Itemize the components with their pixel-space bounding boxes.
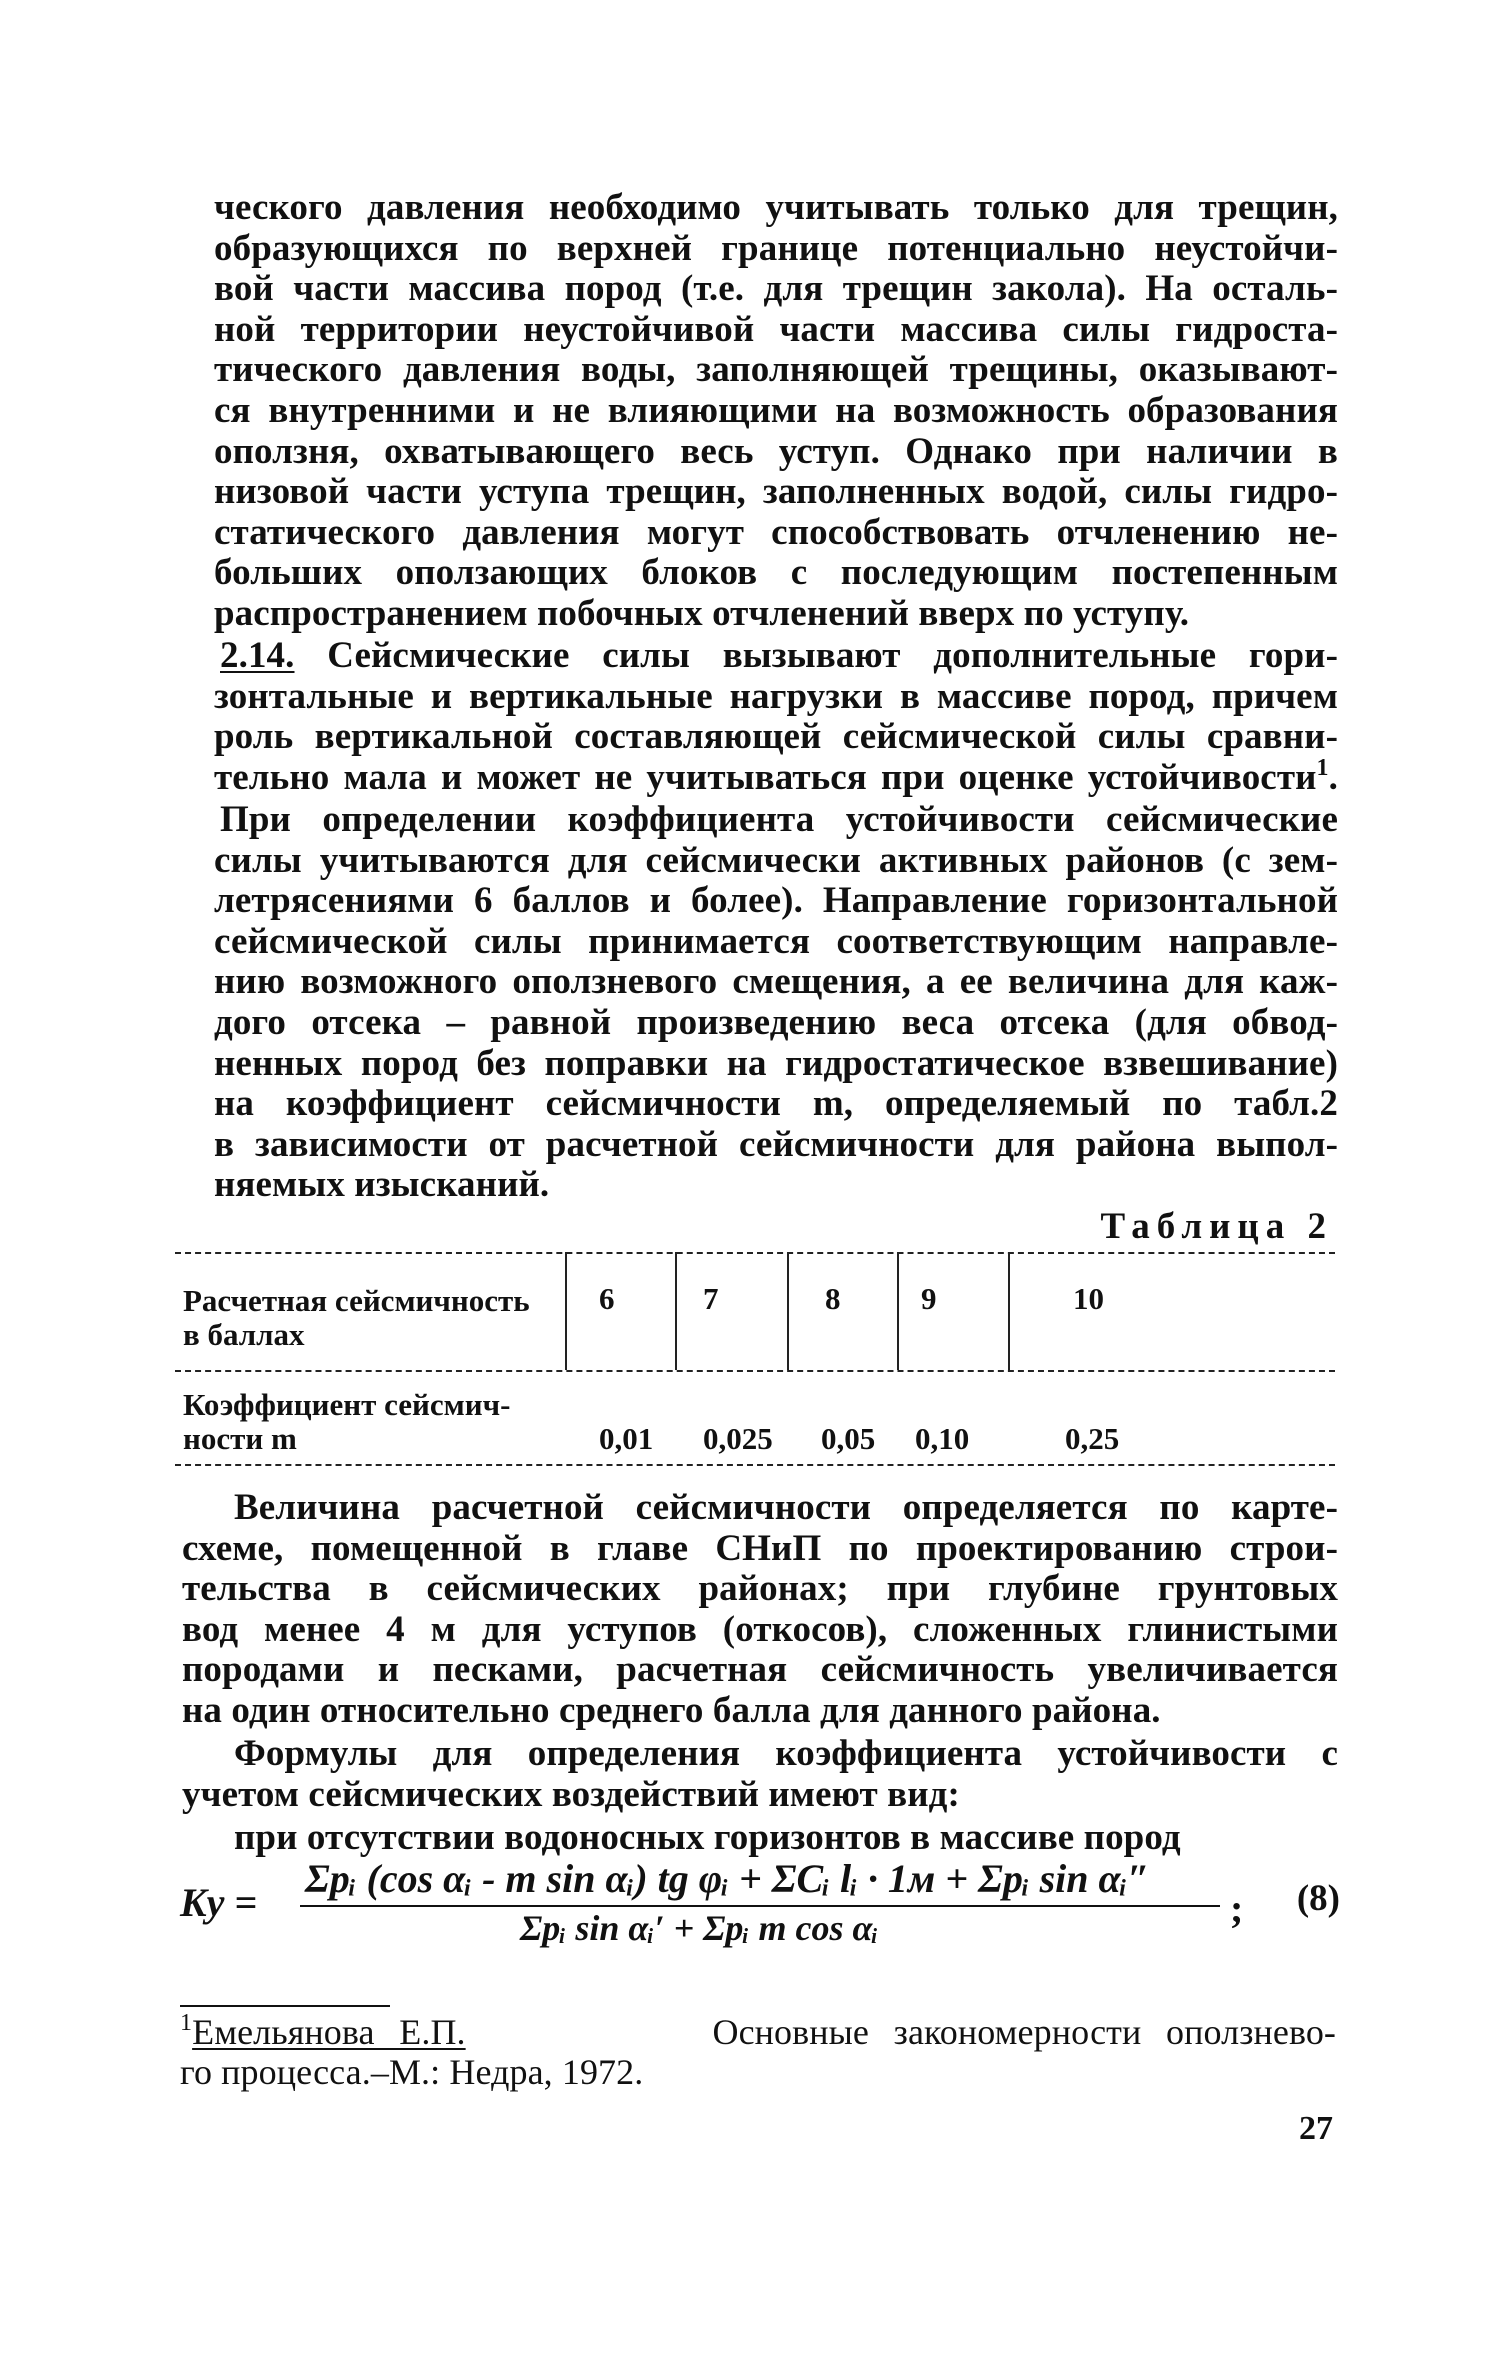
text-line: больших оползающих блоков с последующим постепенным — [214, 552, 1338, 594]
table-rule-mid — [175, 1370, 1335, 1372]
text-line: вод менее 4 м для уступов (откосов), сложенных глинистыми — [182, 1608, 1338, 1650]
table-rule-bottom — [175, 1464, 1335, 1466]
section-2-14 — [214, 636, 1338, 798]
text-line: на один относительно среднего балла для данного района. — [182, 1689, 1161, 1731]
text-line: при отсутствии водоносных горизонтов в массиве пород — [234, 1817, 1181, 1858]
text-line: вой части массива пород (т.е. для трещин закола). На осталь- — [214, 268, 1338, 310]
text-line: низовой части уступа трещин, заполненных водой, силы гидро- — [214, 471, 1338, 513]
table-label-line: ности m — [183, 1421, 297, 1456]
text-line: на коэффициент сейсмичности m, определяемый по табл.2 — [214, 1083, 1338, 1125]
formula-numerator: Σpᵢ (cos αᵢ - m sin αᵢ) tg φᵢ + ΣCᵢ lᵢ · 1м + Σpᵢ sin αᵢ″ — [305, 1856, 1150, 1901]
text-fragment: Сейсмические силы вызывают дополнительные гори- — [327, 635, 1338, 676]
table-row-label — [183, 1284, 530, 1352]
text-line: дого отсека – равной произведению веса отсека (для обвод- — [214, 1001, 1338, 1043]
text-line — [214, 636, 1338, 677]
text-line: ной территории неустойчивой части массива силы гидроста- — [214, 308, 1338, 350]
formula-denominator: Σpᵢ sin αᵢ′ + Σpᵢ m cos αᵢ — [520, 1908, 879, 1948]
table-cell: 7 — [703, 1281, 719, 1316]
text-line: Формулы для определения коэффициента устойчивости с — [234, 1733, 1338, 1774]
table-col-divider — [897, 1252, 899, 1370]
paragraph-condition — [234, 1818, 1284, 1859]
footnote-rule — [180, 2005, 390, 2007]
footnote-marker: 1 — [180, 2010, 193, 2036]
table-cell: 10 — [1073, 1281, 1104, 1316]
text-line: ся внутренними и не влияющими на возможность образования — [214, 389, 1338, 431]
text-line: зонтальные и вертикальные нагрузки в массиве пород, причем — [214, 675, 1338, 717]
section-number: 2.14. — [220, 635, 295, 676]
text-line: схеме, помещенной в главе СНиП по проектированию строи- — [182, 1527, 1338, 1569]
text-line: При определении коэффициента устойчивости сейсмические — [220, 799, 1338, 840]
text-line: оползня, охватывающего весь уступ. Однако при наличии в — [214, 430, 1338, 472]
table-row-label — [183, 1388, 510, 1456]
table-cell: 0,25 — [1065, 1421, 1120, 1456]
text-line: тельства в сейсмических районах; при глубине грунтовых — [182, 1568, 1338, 1610]
text-line: тического давления воды, заполняющей трещины, оказывают- — [214, 349, 1338, 391]
paragraph-seismic — [214, 800, 1338, 1206]
footnote-author: Емельянова Е.П. — [192, 2012, 466, 2052]
text-line: ческого давления необходимо учитывать только для трещин, — [214, 187, 1338, 228]
table-cell: 6 — [599, 1281, 615, 1316]
formula-lhs: Kу = — [180, 1880, 258, 1925]
text-line: роль вертикальной составляющей сейсмической силы сравни- — [214, 716, 1338, 758]
table-rule-top — [175, 1252, 1335, 1254]
table-cell: 0,025 — [703, 1421, 773, 1456]
text-fragment: Основные закономерности оползнево- — [712, 2012, 1337, 2052]
formula-trail: ; — [1230, 1886, 1244, 1931]
table-col-divider — [675, 1252, 677, 1370]
text-line: породами и песками, расчетная сейсмичность увеличивается — [182, 1649, 1338, 1691]
seismic-table — [175, 1252, 1335, 1482]
formula-number: (8) — [1296, 1878, 1340, 1919]
table-caption: Таблица 2 — [1100, 1206, 1333, 1247]
text-line: ненных пород без поправки на гидростатическое взвешивание) — [214, 1042, 1338, 1084]
text-line: няемых изысканий. — [214, 1164, 550, 1206]
table-col-divider — [787, 1252, 789, 1370]
paragraph-design-seismicity — [182, 1488, 1338, 1732]
text-line: Величина расчетной сейсмичности определяется по карте- — [234, 1487, 1338, 1528]
text-line: образующихся по верхней границе потенциально неустойчи- — [214, 227, 1338, 269]
table-label-line: Расчетная сейсмичность — [183, 1283, 530, 1318]
text-fragment: . — [1328, 756, 1338, 798]
stability-formula — [180, 1855, 1340, 1955]
text-line: силы учитываются для сейсмически активных районов (с зем- — [214, 839, 1338, 881]
text-line: статического давления могут способствовать отчленению не- — [214, 511, 1338, 553]
table-label-line: в баллах — [183, 1317, 305, 1352]
footnote-marker: 1 — [1316, 754, 1329, 781]
text-line: го процесса.–М.: Недра, 1972. — [180, 2052, 644, 2092]
footnote — [180, 2012, 1336, 2092]
table-cell: 0,01 — [599, 1421, 654, 1456]
text-line: сейсмической силы принимается соответствующим направле- — [214, 920, 1338, 962]
table-cell: 0,05 — [821, 1421, 876, 1456]
text-line: нию возможного оползневого смещения, а ее величина для каж- — [214, 961, 1338, 1003]
paragraph-continuation — [214, 188, 1338, 635]
text-fragment: тельно мала и может не учитываться при оценке устойчивости — [214, 756, 1317, 798]
text-line: летрясениями 6 баллов и более). Направление горизонтальной — [214, 880, 1338, 922]
paragraph-formulas-intro — [182, 1734, 1338, 1815]
table-cell: 0,10 — [915, 1421, 970, 1456]
table-cell: 8 — [825, 1281, 841, 1316]
text-line: распространением побочных отчленений вверх по уступу. — [214, 592, 1190, 634]
table-col-divider — [1008, 1252, 1010, 1370]
table-label-line: Коэффициент сейсмич- — [183, 1387, 511, 1422]
table-cell: 9 — [921, 1281, 937, 1316]
text-line: в зависимости от расчетной сейсмичности для района выпол- — [214, 1123, 1338, 1165]
text-line — [180, 2012, 1336, 2052]
table-col-divider — [565, 1252, 567, 1370]
text-line — [214, 754, 1338, 799]
page-number: 27 — [1299, 2110, 1333, 2147]
text-line: учетом сейсмических воздействий имеют вид: — [182, 1773, 960, 1815]
